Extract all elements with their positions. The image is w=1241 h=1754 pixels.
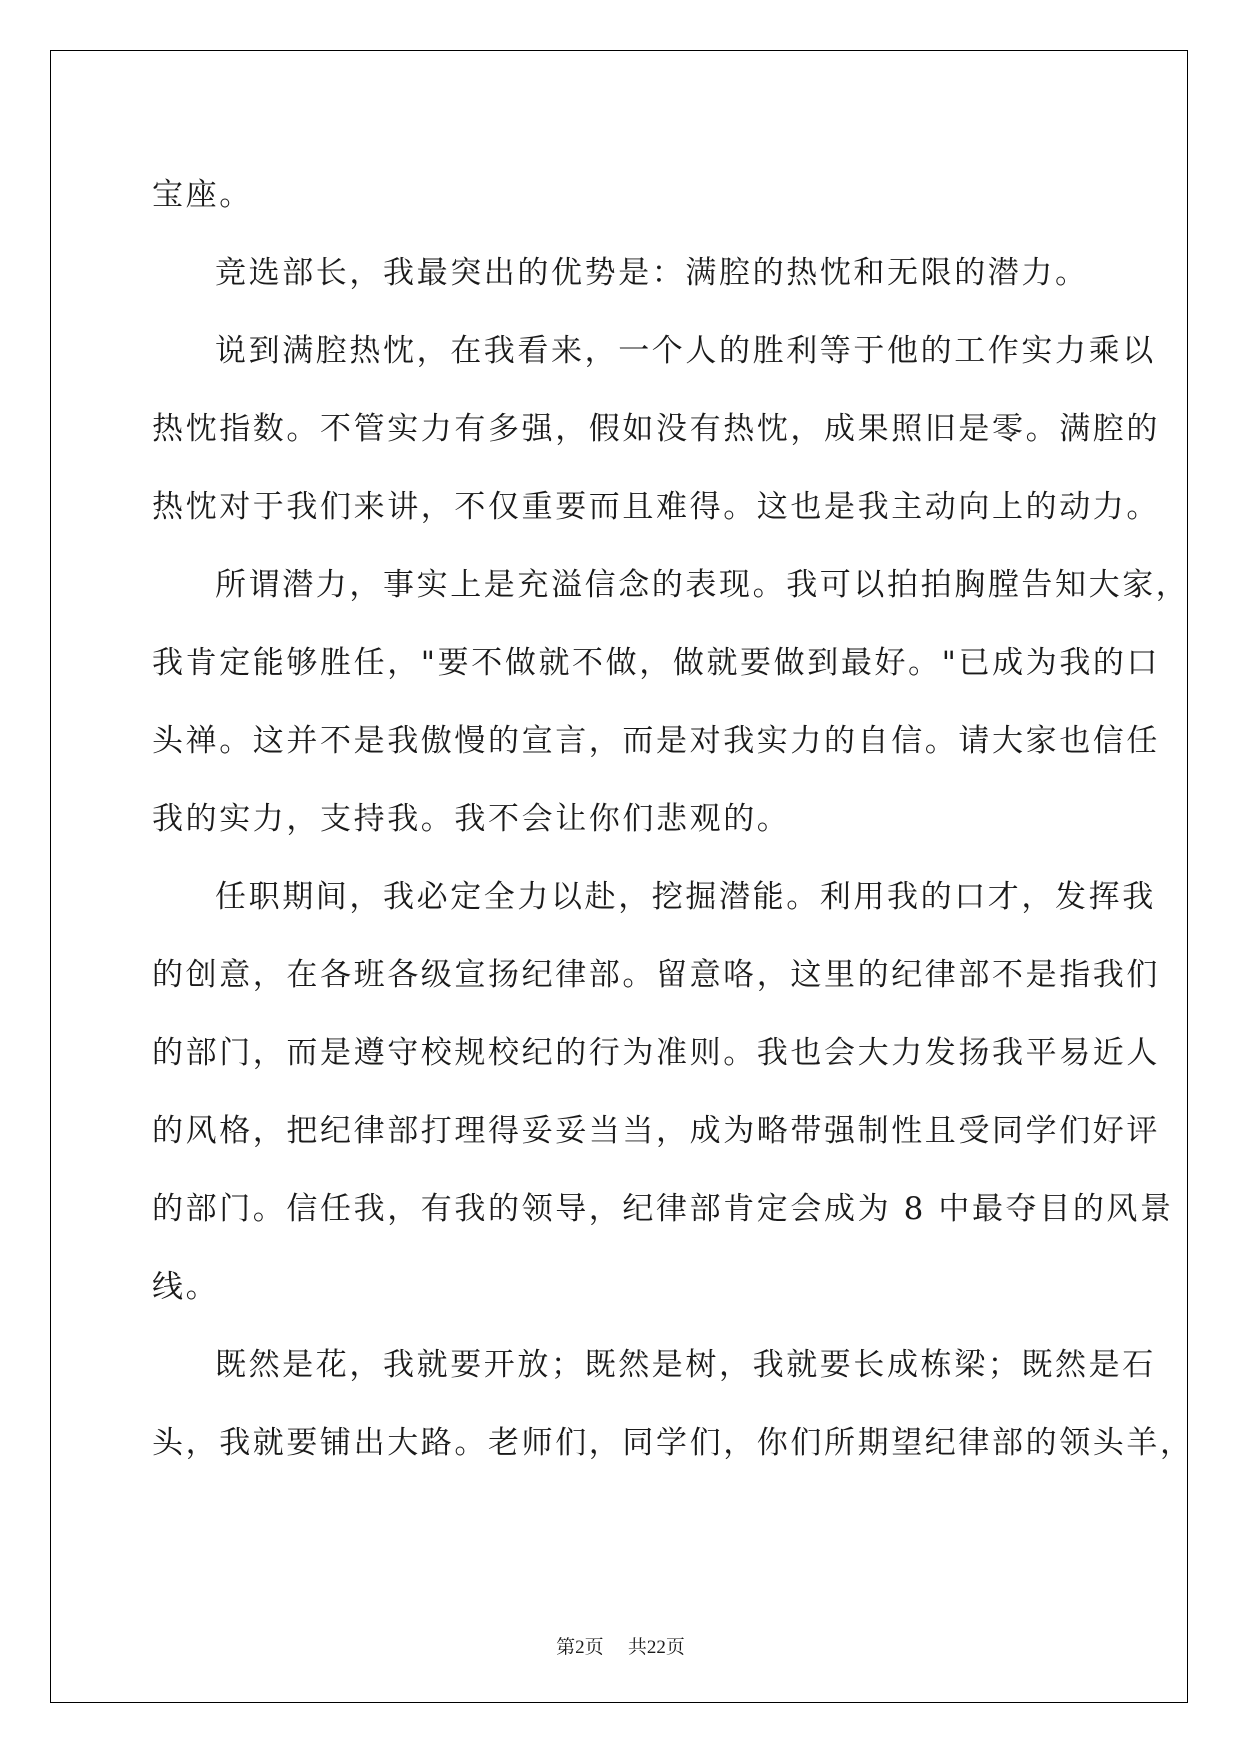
text-line: 头禅。这并不是我傲慢的宣言，而是对我实力的自信。请大家也信任 — [152, 723, 1160, 759]
paragraph-first-line: 既然是花，我就要开放；既然是树，我就要长成栋梁；既然是石 — [215, 1347, 1156, 1383]
text-line: 的部门。信任我，有我的领导，纪律部肯定会成为 8 中最夺目的风景 — [152, 1191, 1174, 1227]
footer-total-prefix: 共 — [627, 1636, 647, 1658]
total-pages: 22 — [646, 1637, 666, 1658]
paragraph-first-line: 竞选部长，我最突出的优势是：满腔的热忱和无限的潜力。 — [215, 255, 1089, 291]
text-line: 热忱指数。不管实力有多强，假如没有热忱，成果照旧是零。满腔的 — [152, 411, 1160, 447]
page-number: 2 — [575, 1637, 585, 1658]
paragraph-first-line: 说到满腔热忱，在我看来，一个人的胜利等于他的工作实力乘以 — [215, 333, 1156, 369]
text-line: 热忱对于我们来讲，不仅重要而且难得。这也是我主动向上的动力。 — [152, 489, 1160, 525]
text-line: 的部门，而是遵守校规校纪的行为准则。我也会大力发扬我平易近人 — [152, 1035, 1160, 1071]
footer-page-suffix: 页 — [584, 1636, 604, 1658]
text-line: 的风格，把纪律部打理得妥妥当当，成为略带强制性且受同学们好评 — [152, 1113, 1160, 1149]
footer-total-suffix: 页 — [665, 1636, 685, 1658]
footer-prefix: 第 — [556, 1636, 576, 1658]
text-line: 我的实力，支持我。我不会让你们悲观的。 — [152, 801, 791, 837]
document-body — [152, 156, 1194, 1482]
text-line: 的创意，在各班各级宣扬纪律部。留意咯，这里的纪律部不是指我们 — [152, 957, 1160, 993]
paragraph-first-line: 任职期间，我必定全力以赴，挖掘潜能。利用我的口才，发挥我 — [215, 879, 1156, 915]
text-line: 宝座。 — [152, 177, 253, 213]
page-footer — [0, 1635, 1241, 1660]
text-line: 线。 — [152, 1269, 220, 1305]
text-line: 我肯定能够胜任，"要不做就不做，做就要做到最好。"已成为我的口 — [152, 645, 1161, 681]
paragraph-first-line: 所谓潜力，事实上是充溢信念的表现。我可以拍拍胸膛告知大家， — [215, 567, 1190, 603]
text-line: 头，我就要铺出大路。老师们，同学们，你们所期望纪律部的领头羊， — [152, 1425, 1194, 1461]
